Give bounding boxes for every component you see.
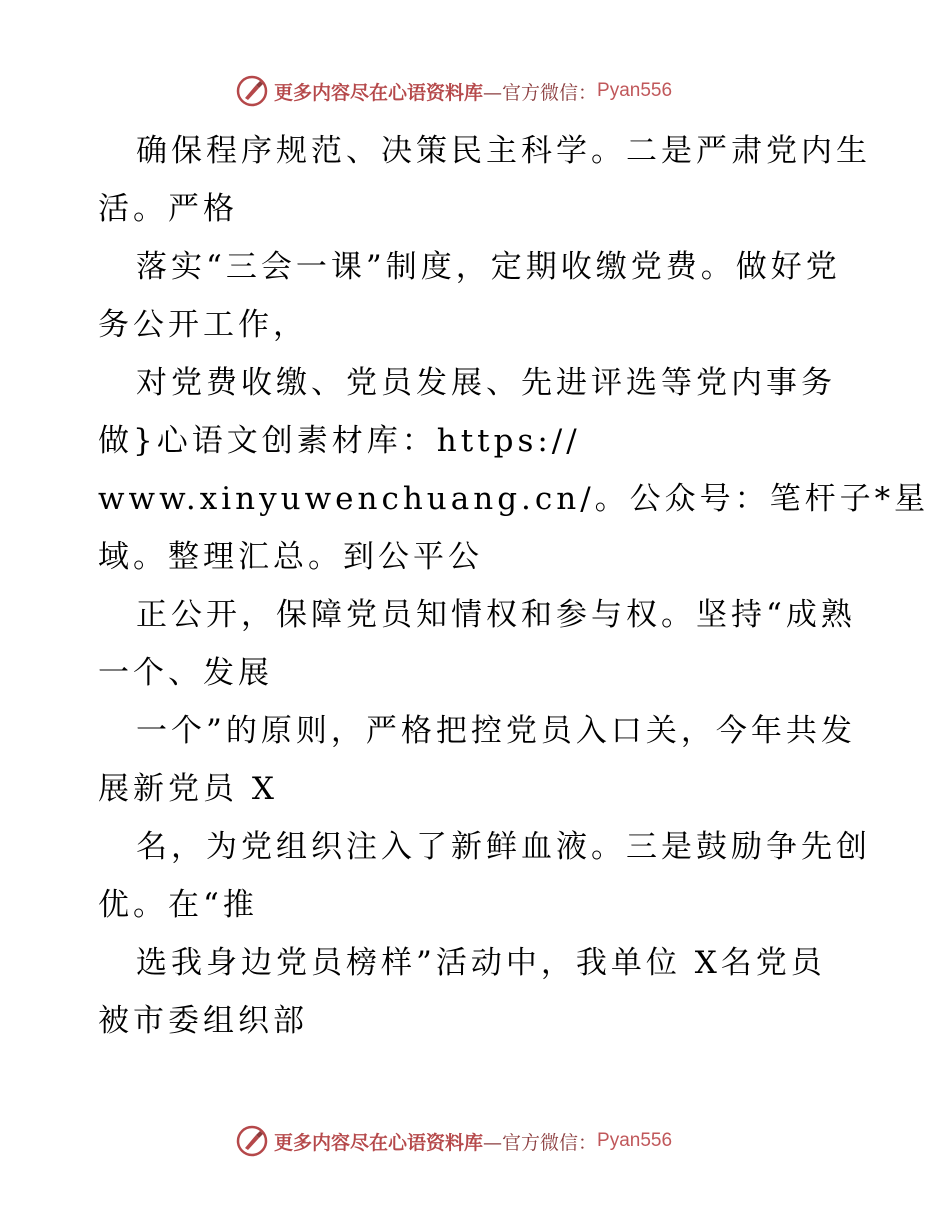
text-line: 务公开工作， — [98, 307, 308, 343]
watermark-wechat-label: —官方微信： — [483, 81, 598, 104]
footer-watermark — [236, 1124, 672, 1158]
pen-logo-icon — [236, 1125, 268, 1157]
text-line: 一个”的原则，严格把控党员入口关，今年共发 — [136, 713, 856, 749]
pen-logo-icon — [236, 75, 268, 107]
watermark-wechat-id: Pyan556 — [597, 80, 673, 101]
watermark-title: 更多内容尽在心语资料库 — [274, 81, 484, 104]
text-line: 选我身边党员榜样”活动中，我单位 X名党员 — [136, 945, 826, 981]
text-line: 活。严格 — [98, 191, 238, 227]
watermark-title: 更多内容尽在心语资料库 — [274, 1131, 484, 1154]
header-watermark — [236, 74, 672, 108]
text-line: 展新党员 X — [98, 771, 278, 807]
text-line: 域。整理汇总。到公平公 — [98, 539, 483, 575]
text-line: 对党费收缴、党员发展、先进评选等党内事务 — [136, 365, 836, 401]
body-text — [98, 122, 930, 1050]
text-line: 落实“三会一课”制度，定期收缴党费。做好党 — [136, 249, 841, 285]
text-line: 做}心语文创素材库：https:// — [98, 423, 581, 459]
text-line: 正公开，保障党员知情权和参与权。坚持“成熟 — [136, 597, 856, 633]
watermark-wechat-label: —官方微信： — [483, 1131, 598, 1154]
text-line: 一个、发展 — [98, 655, 273, 691]
text-line: 优。在“推 — [98, 887, 258, 923]
watermark-wechat-id: Pyan556 — [597, 1130, 673, 1151]
text-line: 被市委组织部 — [98, 1003, 308, 1039]
text-line: 确保程序规范、决策民主科学。二是严肃党内生 — [136, 133, 871, 169]
text-line: 名，为党组织注入了新鲜血液。三是鼓励争先创 — [136, 829, 871, 865]
text-line: www.xinyuwenchuang.cn/。公众号：笔杆子*星 — [98, 481, 930, 517]
